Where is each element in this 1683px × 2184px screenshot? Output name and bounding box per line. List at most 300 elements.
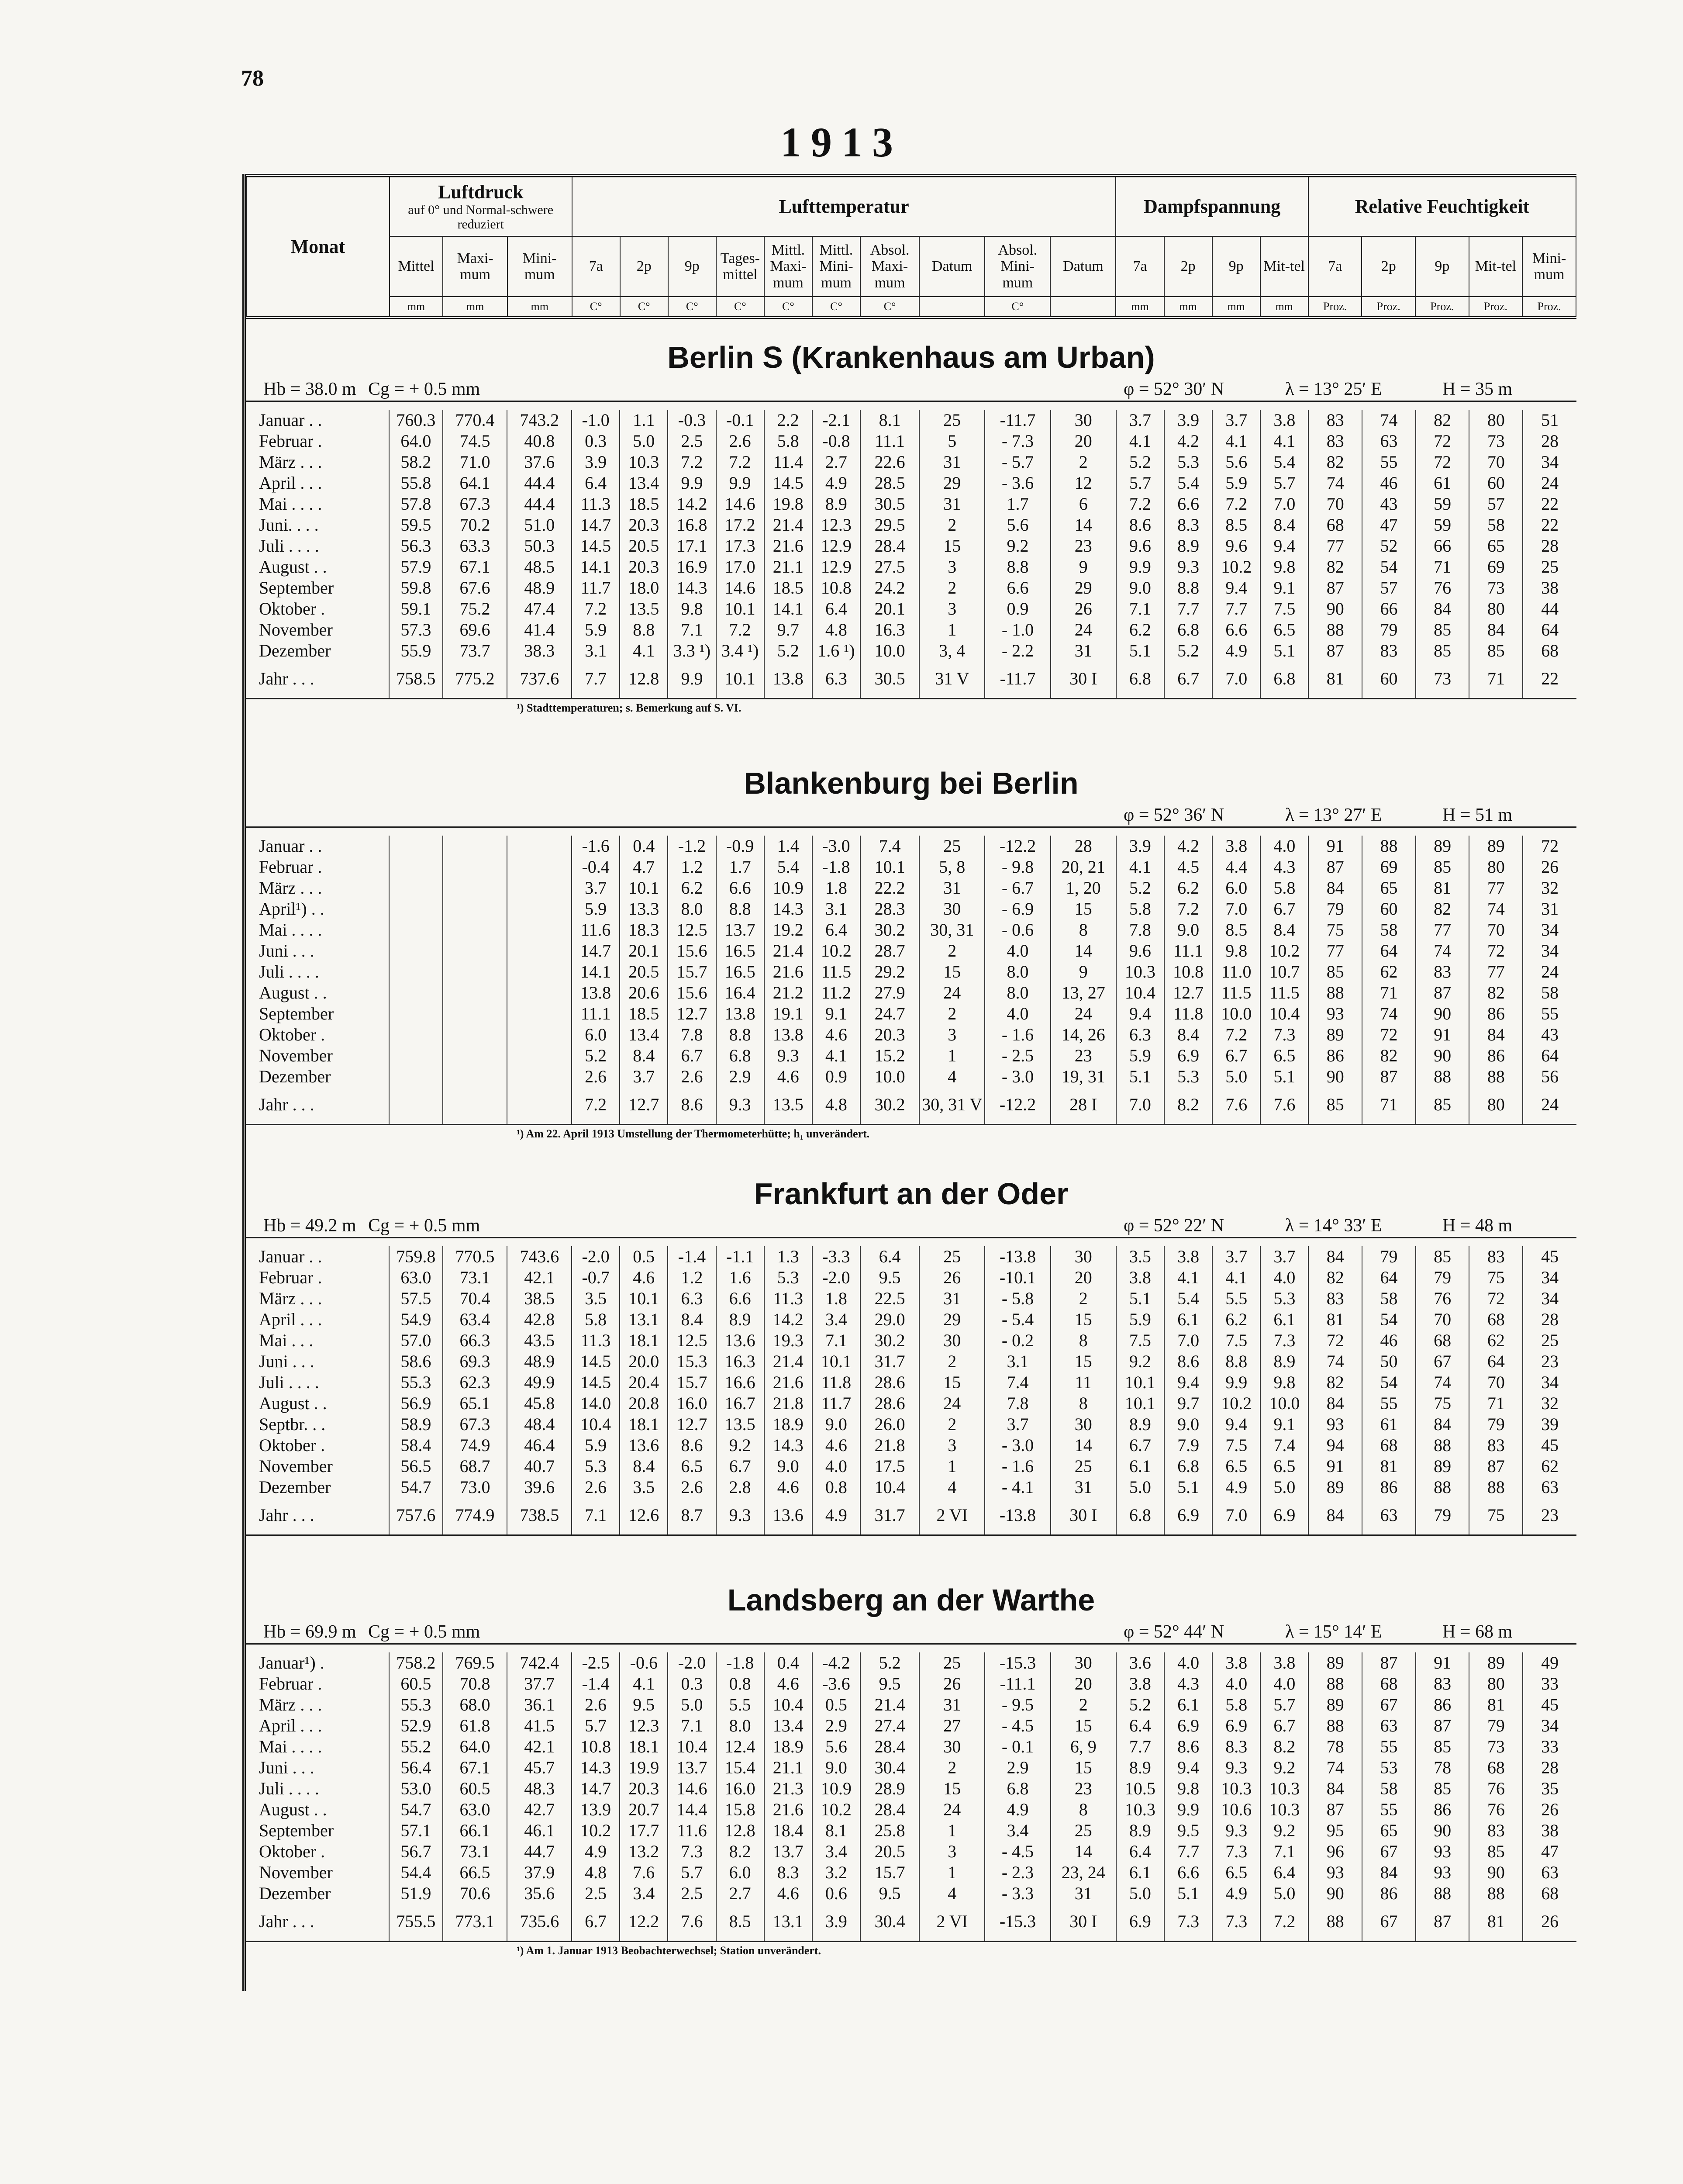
table-cell: 6.5 [1212,1862,1260,1883]
table-cell: 3.4 [812,1309,860,1330]
column-header-cell: 9p [1212,236,1260,297]
table-cell: 63 [1362,1715,1416,1736]
table-cell: 5.3 [764,1267,812,1288]
table-cell: 6.5 [1260,1045,1308,1066]
table-cell [443,1003,507,1024]
table-cell: -11.7 [985,410,1050,431]
table-row [246,1778,1576,1799]
table-cell: 16.7 [716,1393,764,1414]
column-header-cell: Mittel [390,236,443,297]
table-cell: 57.1 [389,1820,443,1841]
table-cell: 72 [1362,1024,1416,1045]
table-cell: 31 [919,878,985,898]
table-cell: 14 [1051,940,1116,961]
table-cell: 13.8 [716,1003,764,1024]
table-cell: 8.8 [985,556,1050,577]
table-cell: 24 [1051,1003,1116,1024]
table-cell: -2.5 [572,1652,620,1673]
table-cell: 8.6 [1164,1351,1212,1372]
table-cell: 9.0 [1116,577,1164,598]
table-cell: 8.9 [812,494,860,515]
table-cell: 91 [1416,1652,1469,1673]
month-label: Juli . . . . [259,1372,319,1392]
month-label: Januar . . [259,836,322,856]
table-cell: 9.1 [1260,577,1308,598]
table-cell: 82 [1362,1045,1416,1066]
table-cell: 96 [1308,1841,1362,1862]
table-cell: 82 [1308,556,1362,577]
table-cell: 4.6 [764,1673,812,1694]
unit-cell: C° [716,297,764,318]
table-cell: 70.4 [443,1288,507,1309]
table-cell: 18.5 [620,494,668,515]
table-cell: 3.8 [1260,410,1308,431]
station-section [246,764,1576,1143]
table-cell: 28.4 [860,1799,919,1820]
column-header-cell: Absol. Maxi-mum [860,236,919,297]
table-cell: 1.8 [812,878,860,898]
table-cell: 10.2 [1212,1393,1260,1414]
table-cell: 38.5 [507,1288,572,1309]
table-cell: -11.7 [985,661,1050,699]
table-cell: 18.3 [620,919,668,940]
table-cell: 29.5 [860,515,919,536]
table-cell: 8.8 [716,898,764,919]
table-cell: 76 [1469,1778,1523,1799]
table-cell: 63 [1523,1862,1576,1883]
table-cell: 9.9 [668,661,716,699]
table-cell: 72 [1469,1288,1523,1309]
table-cell: 3.1 [572,640,620,661]
table-cell: 8.4 [620,1456,668,1477]
table-cell: 66.5 [443,1862,507,1883]
table-cell: 25 [1051,1456,1116,1477]
table-cell: 7.4 [1260,1435,1308,1456]
table-cell: 9.2 [716,1435,764,1456]
table-cell: -1.2 [668,836,716,857]
table-cell: 25 [1051,1820,1116,1841]
table-cell: 5.0 [1260,1477,1308,1498]
table-cell: -11.1 [985,1673,1050,1694]
table-cell: 3.6 [1116,1652,1164,1673]
table-cell: 90 [1308,1883,1362,1904]
table-cell: 14.1 [572,961,620,982]
table-cell: 44.4 [507,494,572,515]
table-cell: 7.6 [668,1904,716,1942]
month-label: Dezember [259,641,331,660]
table-cell: 10.3 [620,452,668,473]
table-cell: 7.2 [668,452,716,473]
table-cell: 60 [1362,898,1416,919]
table-cell: 7.1 [812,1330,860,1351]
table-cell: 10.8 [1164,961,1212,982]
table-cell: 4.2 [1164,431,1212,452]
table-cell: 25 [1523,556,1576,577]
table-cell: 58 [1469,515,1523,536]
table-cell: 8.3 [1212,1736,1260,1757]
table-cell: 22 [1523,515,1576,536]
table-cell: 10.0 [860,640,919,661]
table-cell: 77 [1308,940,1362,961]
table-cell: 72 [1416,431,1469,452]
month-label: April . . . [259,1310,322,1329]
table-cell: 0.5 [620,1246,668,1267]
table-cell: 79 [1469,1715,1523,1736]
month-label: November [259,1863,333,1882]
table-cell: 5.6 [1212,452,1260,473]
table-cell: 64.1 [443,473,507,494]
table-cell: 46.4 [507,1435,572,1456]
table-cell: 7.2 [1212,494,1260,515]
station-title: Frankfurt an der Oder [754,1177,1069,1211]
table-cell: 4.8 [812,619,860,640]
table-cell: 39 [1523,1414,1576,1435]
table-cell [443,857,507,878]
table-cell: 91 [1308,1456,1362,1477]
table-cell: 73.0 [443,1477,507,1498]
table-cell: 9.4 [1164,1757,1212,1778]
table-cell: - 4.1 [985,1477,1050,1498]
table-cell: 12.3 [620,1715,668,1736]
table-row [246,1309,1576,1330]
station-lambda: λ = 15° 14′ E [1285,1622,1382,1642]
month-label: Oktober . [259,1842,325,1861]
table-cell: 12.3 [812,515,860,536]
table-row [246,1372,1576,1393]
table-cell: 13.6 [716,1330,764,1351]
station-cg: Cg = + 0.5 mm [368,1216,480,1236]
table-cell: 7.3 [1212,1841,1260,1862]
table-cell: 7.0 [1212,661,1260,699]
station-coordinates [246,376,1576,402]
station-phi: φ = 52° 30′ N [1124,379,1224,399]
table-cell: 10.1 [1116,1393,1164,1414]
table-cell: -1.0 [572,410,620,431]
table-cell: 31 [919,1288,985,1309]
table-cell: 4.6 [764,1066,812,1087]
table-cell: 2.5 [668,431,716,452]
month-label: Juli . . . . [259,962,319,981]
table-cell: 9.9 [1164,1799,1212,1820]
station-coordinates [246,1213,1576,1238]
month-label: Januar¹) . [259,1653,324,1673]
table-cell: 13.9 [572,1799,620,1820]
table-cell: 30 I [1051,661,1116,699]
table-cell: 14.5 [764,473,812,494]
table-cell: 9.5 [620,1694,668,1715]
table-cell: 18.5 [620,1003,668,1024]
table-cell: 6.8 [1164,1456,1212,1477]
table-cell: 6.3 [1116,1024,1164,1045]
table-cell: 78 [1308,1736,1362,1757]
table-cell: 5.5 [1212,1288,1260,1309]
station-title: Berlin S (Krankenhaus am Urban) [667,340,1155,374]
table-cell: 55.9 [389,640,443,661]
table-cell: 14.7 [572,940,620,961]
table-cell: 20.6 [620,982,668,1003]
table-cell: 84 [1308,1498,1362,1535]
table-cell: 18.5 [764,577,812,598]
table-cell [389,982,443,1003]
table-cell: 47.4 [507,598,572,619]
station-footnote: ¹) Am 22. April 1913 Umstellung der Thermometerhütte; h₁ unverändert. [517,1127,870,1140]
table-cell: 68 [1416,1330,1469,1351]
table-cell: 10.2 [812,1799,860,1820]
table-cell: 16.5 [716,940,764,961]
table-cell: 54 [1362,1309,1416,1330]
table-cell: 6.7 [1116,1435,1164,1456]
table-cell: 1.1 [620,410,668,431]
table-cell: 6.7 [1260,898,1308,919]
table-cell: 15.2 [860,1045,919,1066]
table-cell: 77 [1469,961,1523,982]
table-cell: 3.5 [1116,1246,1164,1267]
table-cell: 28.3 [860,898,919,919]
table-cell: - 1.6 [985,1456,1050,1477]
table-cell: - 5.8 [985,1288,1050,1309]
table-cell: 77 [1469,878,1523,898]
table-cell: -1.4 [668,1246,716,1267]
table-cell: 65 [1362,1820,1416,1841]
table-cell: 70 [1469,452,1523,473]
table-cell: 79 [1362,619,1416,640]
table-cell: 6.7 [1212,1045,1260,1066]
table-cell: 54.7 [389,1477,443,1498]
table-cell: 5.1 [1260,640,1308,661]
table-cell: 44.7 [507,1841,572,1862]
table-cell: 21.6 [764,961,812,982]
table-cell: 8.9 [1116,1414,1164,1435]
table-cell: 31 [919,1694,985,1715]
table-cell: 79 [1362,1246,1416,1267]
table-cell: 7.2 [1164,898,1212,919]
table-cell: 78 [1416,1757,1469,1778]
table-cell: -0.8 [812,431,860,452]
table-cell: 28 [1051,836,1116,857]
table-cell: 6.0 [716,1862,764,1883]
table-cell: 20.1 [620,940,668,961]
month-label: Februar . [259,857,322,877]
table-cell: 8.8 [1164,577,1212,598]
table-row [246,1862,1576,1883]
table-cell: 9.2 [985,536,1050,556]
table-cell: 10.8 [812,577,860,598]
table-cell: 28.6 [860,1393,919,1414]
table-cell: 3, 4 [919,640,985,661]
table-cell: 5.0 [1116,1477,1164,1498]
table-cell: 8.0 [985,961,1050,982]
table-cell: 6.8 [1164,619,1212,640]
unit-cell: mm [1164,297,1212,318]
table-cell: 10.4 [764,1694,812,1715]
table-cell: 68 [1523,640,1576,661]
table-total-row [246,1498,1576,1535]
month-label: August . . [259,1800,327,1819]
table-cell: 88 [1416,1066,1469,1087]
table-cell: 9.6 [1116,940,1164,961]
table-cell: 48.4 [507,1414,572,1435]
table-cell: - 5.4 [985,1309,1050,1330]
table-cell: 89 [1308,1477,1362,1498]
table-cell: 8.8 [716,1024,764,1045]
table-cell: 84 [1416,1414,1469,1435]
table-cell: 38.3 [507,640,572,661]
table-cell: 59.8 [389,577,443,598]
table-cell: 9.5 [860,1267,919,1288]
table-cell: 93 [1416,1841,1469,1862]
table-cell: 86 [1362,1477,1416,1498]
table-cell [389,919,443,940]
table-cell: 31 [1051,1883,1116,1904]
month-label: August . . [259,557,327,577]
table-cell: 46 [1362,1330,1416,1351]
table-cell: 43.5 [507,1330,572,1351]
table-cell: 13.2 [620,1841,668,1862]
table-cell: 87 [1416,982,1469,1003]
month-label: März . . . [259,1695,322,1714]
table-cell: 31 [1051,640,1116,661]
table-cell: 17.7 [620,1820,668,1841]
table-cell: 31 V [919,661,985,699]
table-row [246,1477,1576,1498]
table-cell: 19.9 [620,1757,668,1778]
column-header-cell: 7a [1116,236,1164,297]
table-cell: 7.4 [860,836,919,857]
station-hb: Hb = 49.2 m [263,1216,356,1236]
table-cell: -13.8 [985,1246,1050,1267]
header-relative-feuchtigkeit: Relative Feuchtigkeit [1308,176,1576,236]
table-cell [507,1045,572,1066]
table-cell: 30, 31 V [919,1087,985,1125]
table-cell: 18.1 [620,1736,668,1757]
station-lambda: λ = 13° 25′ E [1285,379,1382,399]
table-cell: 8.2 [1164,1087,1212,1125]
table-cell: 9.3 [716,1498,764,1535]
table-cell: 20.8 [620,1393,668,1414]
table-cell: 7.7 [1212,598,1260,619]
table-cell: 19, 31 [1051,1066,1116,1087]
table-cell: 45 [1523,1246,1576,1267]
table-cell: 3 [919,1024,985,1045]
table-cell: 82 [1308,1372,1362,1393]
table-cell: 5 [919,431,985,452]
table-cell: -2.1 [812,410,860,431]
table-cell: 8.1 [860,410,919,431]
table-cell: 22 [1523,661,1576,699]
table-cell: 73 [1469,577,1523,598]
table-cell: 64 [1523,619,1576,640]
table-cell: 742.4 [507,1652,572,1673]
table-cell: 20 [1051,1673,1116,1694]
table-cell: 65 [1362,878,1416,898]
table-cell: 85 [1416,1778,1469,1799]
table-cell: 4.1 [812,1045,860,1066]
month-label: Oktober . [259,1435,325,1455]
table-cell [507,1087,572,1125]
table-cell: 9.3 [1212,1820,1260,1841]
table-cell: 67.1 [443,556,507,577]
table-cell: 15.6 [668,982,716,1003]
table-cell [389,857,443,878]
table-cell: 53 [1362,1757,1416,1778]
header-luftdruck-sub: auf 0° und Normal-schwere reduziert [408,203,554,232]
table-cell: 87 [1469,1456,1523,1477]
station-section [246,339,1576,717]
table-cell: 13.5 [716,1414,764,1435]
table-cell: 6.7 [572,1904,620,1942]
table-cell: 6.8 [1116,1498,1164,1535]
table-cell: 8.4 [1164,1024,1212,1045]
table-cell: 63 [1362,1498,1416,1535]
column-header-cell: 9p [1415,236,1469,297]
table-cell: 63.3 [443,536,507,556]
table-cell: 25 [919,410,985,431]
table-cell: 38 [1523,577,1576,598]
table-cell: 3.7 [572,878,620,898]
table-cell: 9.4 [1164,1372,1212,1393]
unit-cell: mm [443,297,507,318]
table-cell: 80 [1469,1673,1523,1694]
table-cell: 769.5 [443,1652,507,1673]
table-cell [507,857,572,878]
table-cell: 1 [919,1045,985,1066]
table-cell: 20.5 [620,961,668,982]
table-cell: 3.7 [1212,1246,1260,1267]
table-cell: 71.0 [443,452,507,473]
station-lambda: λ = 14° 33′ E [1285,1216,1382,1236]
table-cell: 54 [1362,556,1416,577]
table-cell: 14.2 [668,494,716,515]
table-cell: 80 [1469,1087,1523,1125]
table-cell: 3.4 [620,1883,668,1904]
table-cell: 15.3 [668,1351,716,1372]
table-cell [389,940,443,961]
table-cell: 49.9 [507,1372,572,1393]
table-cell: 4.0 [1260,1673,1308,1694]
month-label: Januar . . [259,410,322,430]
table-cell: 4.0 [812,1456,860,1477]
table-cell: 6.9 [1164,1498,1212,1535]
table-cell: 68 [1469,1757,1523,1778]
table-cell: 8.9 [716,1309,764,1330]
table-cell: -1.8 [716,1652,764,1673]
table-cell: 34 [1523,1267,1576,1288]
table-cell: - 0.1 [985,1736,1050,1757]
table-cell: 19.1 [764,1003,812,1024]
table-cell: 5.1 [1116,1288,1164,1309]
table-cell: 42.1 [507,1736,572,1757]
table-cell: 20 [1051,1267,1116,1288]
table-row [246,410,1576,431]
station-data-table [246,1246,1576,1536]
table-cell: 54.7 [389,1799,443,1820]
table-cell: 5.8 [1260,878,1308,898]
table-cell: 15.7 [668,1372,716,1393]
table-cell: 8.9 [1164,536,1212,556]
table-cell: 88 [1308,619,1362,640]
table-cell: 7.8 [668,1024,716,1045]
table-cell: 4.0 [1164,1652,1212,1673]
table-cell: 5.6 [985,515,1050,536]
table-cell: 4.6 [812,1435,860,1456]
table-cell: 57.5 [389,1288,443,1309]
table-cell [507,919,572,940]
table-cell: 6, 9 [1051,1736,1116,1757]
table-cell: 89 [1469,1652,1523,1673]
table-cell: -1.4 [572,1673,620,1694]
table-cell: 5.9 [572,898,620,919]
table-cell: 52.9 [389,1715,443,1736]
